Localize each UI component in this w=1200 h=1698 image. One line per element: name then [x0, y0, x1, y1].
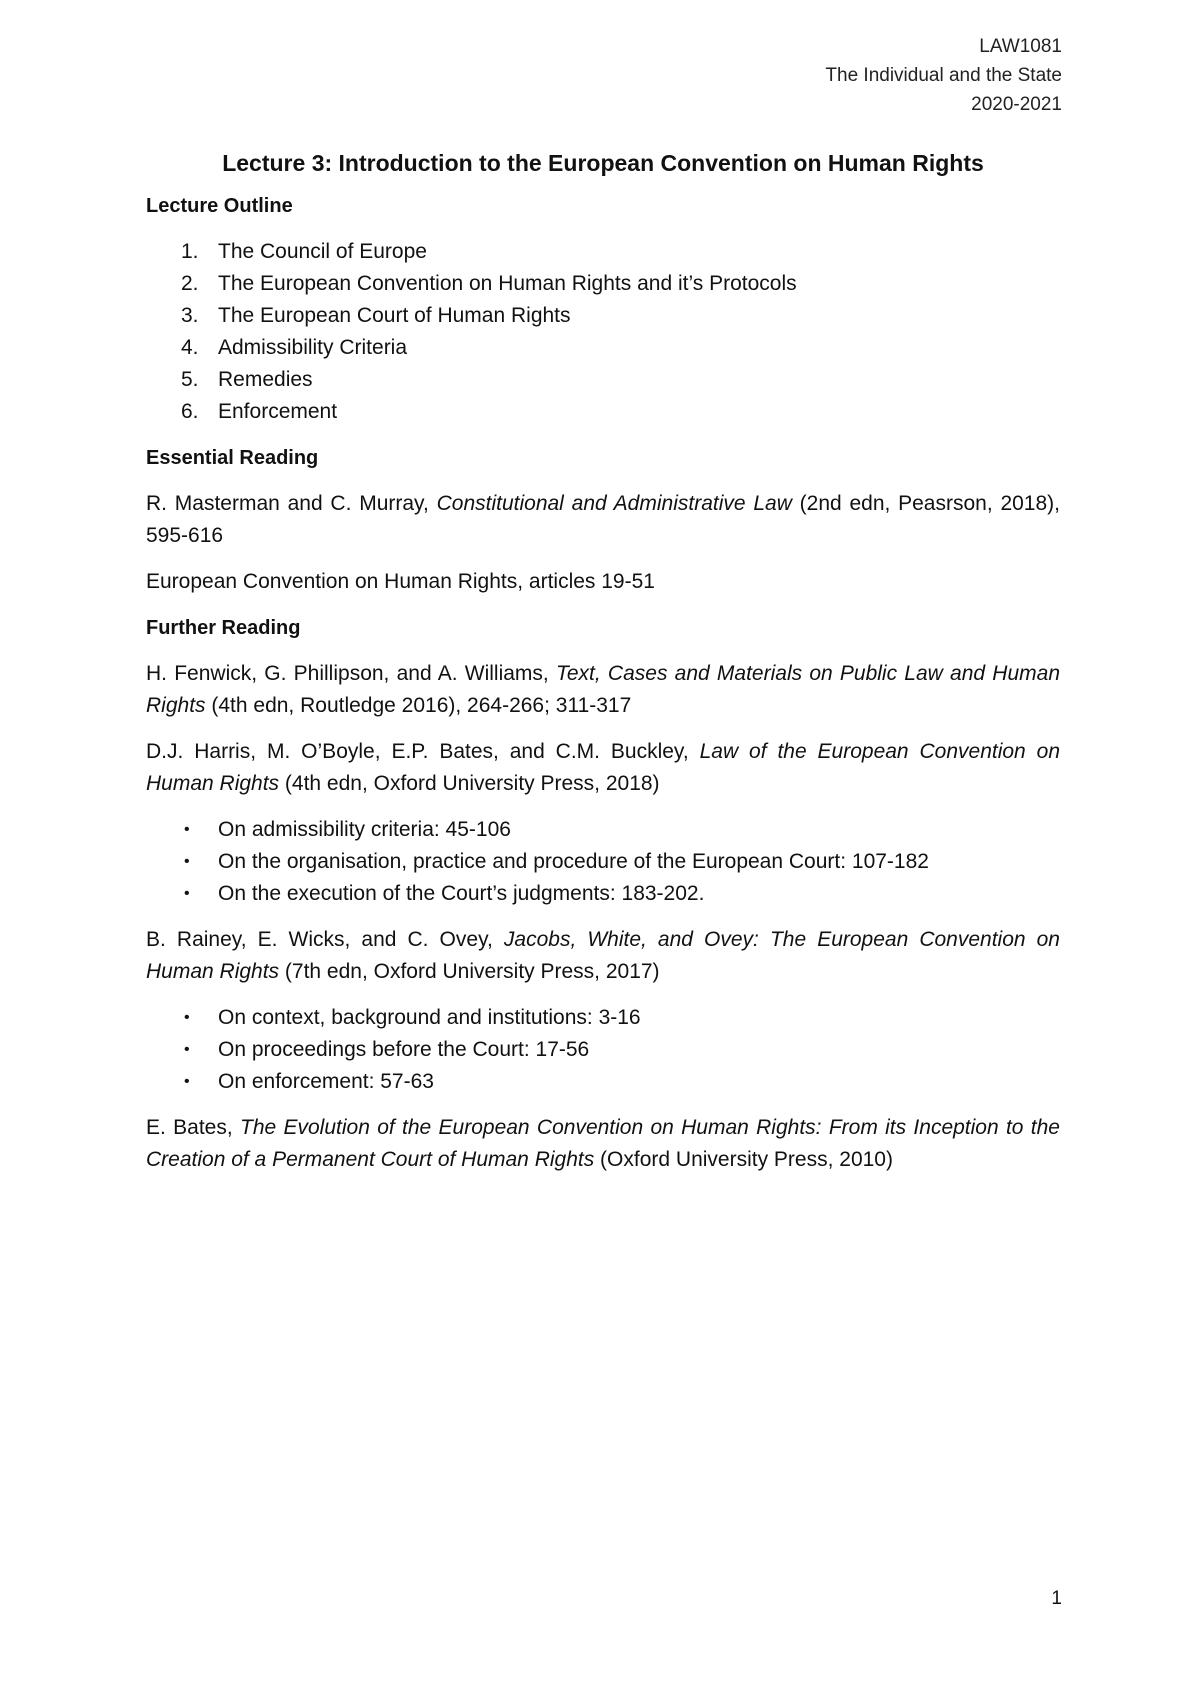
item-number: 5.: [181, 368, 199, 391]
ref-details: (7th edn, Oxford University Press, 2017): [279, 960, 660, 983]
item-label: Enforcement: [218, 400, 338, 423]
item-label: On the execution of the Court’s judgments: 183-202.: [218, 882, 705, 905]
essential-reading-heading: Essential Reading: [146, 447, 319, 469]
reference-fenwick: [146, 658, 1060, 722]
ref-title: The Evolution of the European Convention on Human Rights: From its Inception to the Creation of a Permanent Court of Human Rights: [146, 1116, 1060, 1171]
item-number: 1.: [181, 240, 199, 263]
reference-echr: [146, 566, 1060, 598]
list-item: [146, 268, 1060, 300]
reference-rainey: [146, 924, 1060, 988]
list-item: [146, 814, 1060, 846]
ref-text: European Convention on Human Rights, articles 19-51: [146, 570, 655, 593]
ref-title: Law of the European Convention on Human Rights: [146, 740, 1060, 795]
item-label: On context, background and institutions: 3-16: [218, 1006, 641, 1029]
ref-details: (4th edn, Oxford University Press, 2018): [279, 772, 660, 795]
document-body: [146, 146, 1060, 1190]
item-number: 2.: [181, 272, 199, 295]
item-label: On proceedings before the Court: 17-56: [218, 1038, 590, 1061]
module-name: The Individual and the State: [825, 65, 1062, 86]
item-number: 6.: [181, 400, 199, 423]
list-item: [146, 878, 1060, 910]
lecture-title: Lecture 3: Introduction to the European Convention on Human Rights: [222, 150, 984, 176]
rainey-chapter-list: [146, 1002, 1060, 1098]
ref-details: (2nd edn, Peasrson, 2018), 595-616: [146, 492, 1060, 547]
list-item: [146, 396, 1060, 428]
ref-authors: H. Fenwick, G. Phillipson, and A. Williams,: [146, 662, 556, 685]
bullet-icon: •: [184, 853, 190, 870]
bullet-icon: •: [184, 885, 190, 902]
list-item: [146, 364, 1060, 396]
page-number: 1: [1051, 1588, 1062, 1609]
course-code: LAW1081: [979, 36, 1062, 57]
list-item: [146, 1002, 1060, 1034]
reference-bates: [146, 1112, 1060, 1176]
ref-details: (4th edn, Routledge 2016), 264-266; 311-317: [205, 694, 632, 717]
item-number: 4.: [181, 336, 199, 359]
list-item: [146, 1066, 1060, 1098]
item-label: Admissibility Criteria: [218, 336, 408, 359]
list-item: [146, 332, 1060, 364]
bullet-icon: •: [184, 821, 190, 838]
bullet-icon: •: [184, 1041, 190, 1058]
list-item: [146, 846, 1060, 878]
item-label: The Council of Europe: [218, 240, 427, 263]
list-item: [146, 300, 1060, 332]
item-label: On the organisation, practice and procedure of the European Court: 107-182: [218, 850, 929, 873]
bullet-icon: •: [184, 1073, 190, 1090]
item-label: Remedies: [218, 368, 313, 391]
ref-title: Constitutional and Administrative Law: [436, 492, 792, 515]
outline-heading: Lecture Outline: [146, 195, 293, 217]
item-label: The European Court of Human Rights: [218, 304, 571, 327]
item-label: On admissibility criteria: 45-106: [218, 818, 511, 841]
reference-harris: [146, 736, 1060, 800]
ref-authors: R. Masterman and C. Murray,: [146, 492, 437, 515]
lecture-outline-list: [146, 236, 1060, 428]
harris-chapter-list: [146, 814, 1060, 910]
item-number: 3.: [181, 304, 199, 327]
ref-authors: D.J. Harris, M. O’Boyle, E.P. Bates, and C.M. Buckley,: [146, 740, 700, 763]
reference-masterman: [146, 488, 1060, 552]
ref-details: (Oxford University Press, 2010): [594, 1148, 893, 1171]
academic-year: 2020-2021: [971, 94, 1062, 115]
ref-title: Jacobs, White, and Ovey: The European Convention on Human Rights: [146, 928, 1060, 983]
ref-title: Text, Cases and Materials on Public Law and Human Rights: [146, 662, 1060, 717]
ref-authors: E. Bates,: [146, 1116, 240, 1139]
ref-authors: B. Rainey, E. Wicks, and C. Ovey,: [146, 928, 504, 951]
page-header: [825, 32, 1062, 119]
list-item: [146, 236, 1060, 268]
list-item: [146, 1034, 1060, 1066]
item-label: The European Convention on Human Rights and it’s Protocols: [218, 272, 797, 295]
item-label: On enforcement: 57-63: [218, 1070, 434, 1093]
bullet-icon: •: [184, 1009, 190, 1026]
further-reading-heading: Further Reading: [146, 617, 301, 639]
